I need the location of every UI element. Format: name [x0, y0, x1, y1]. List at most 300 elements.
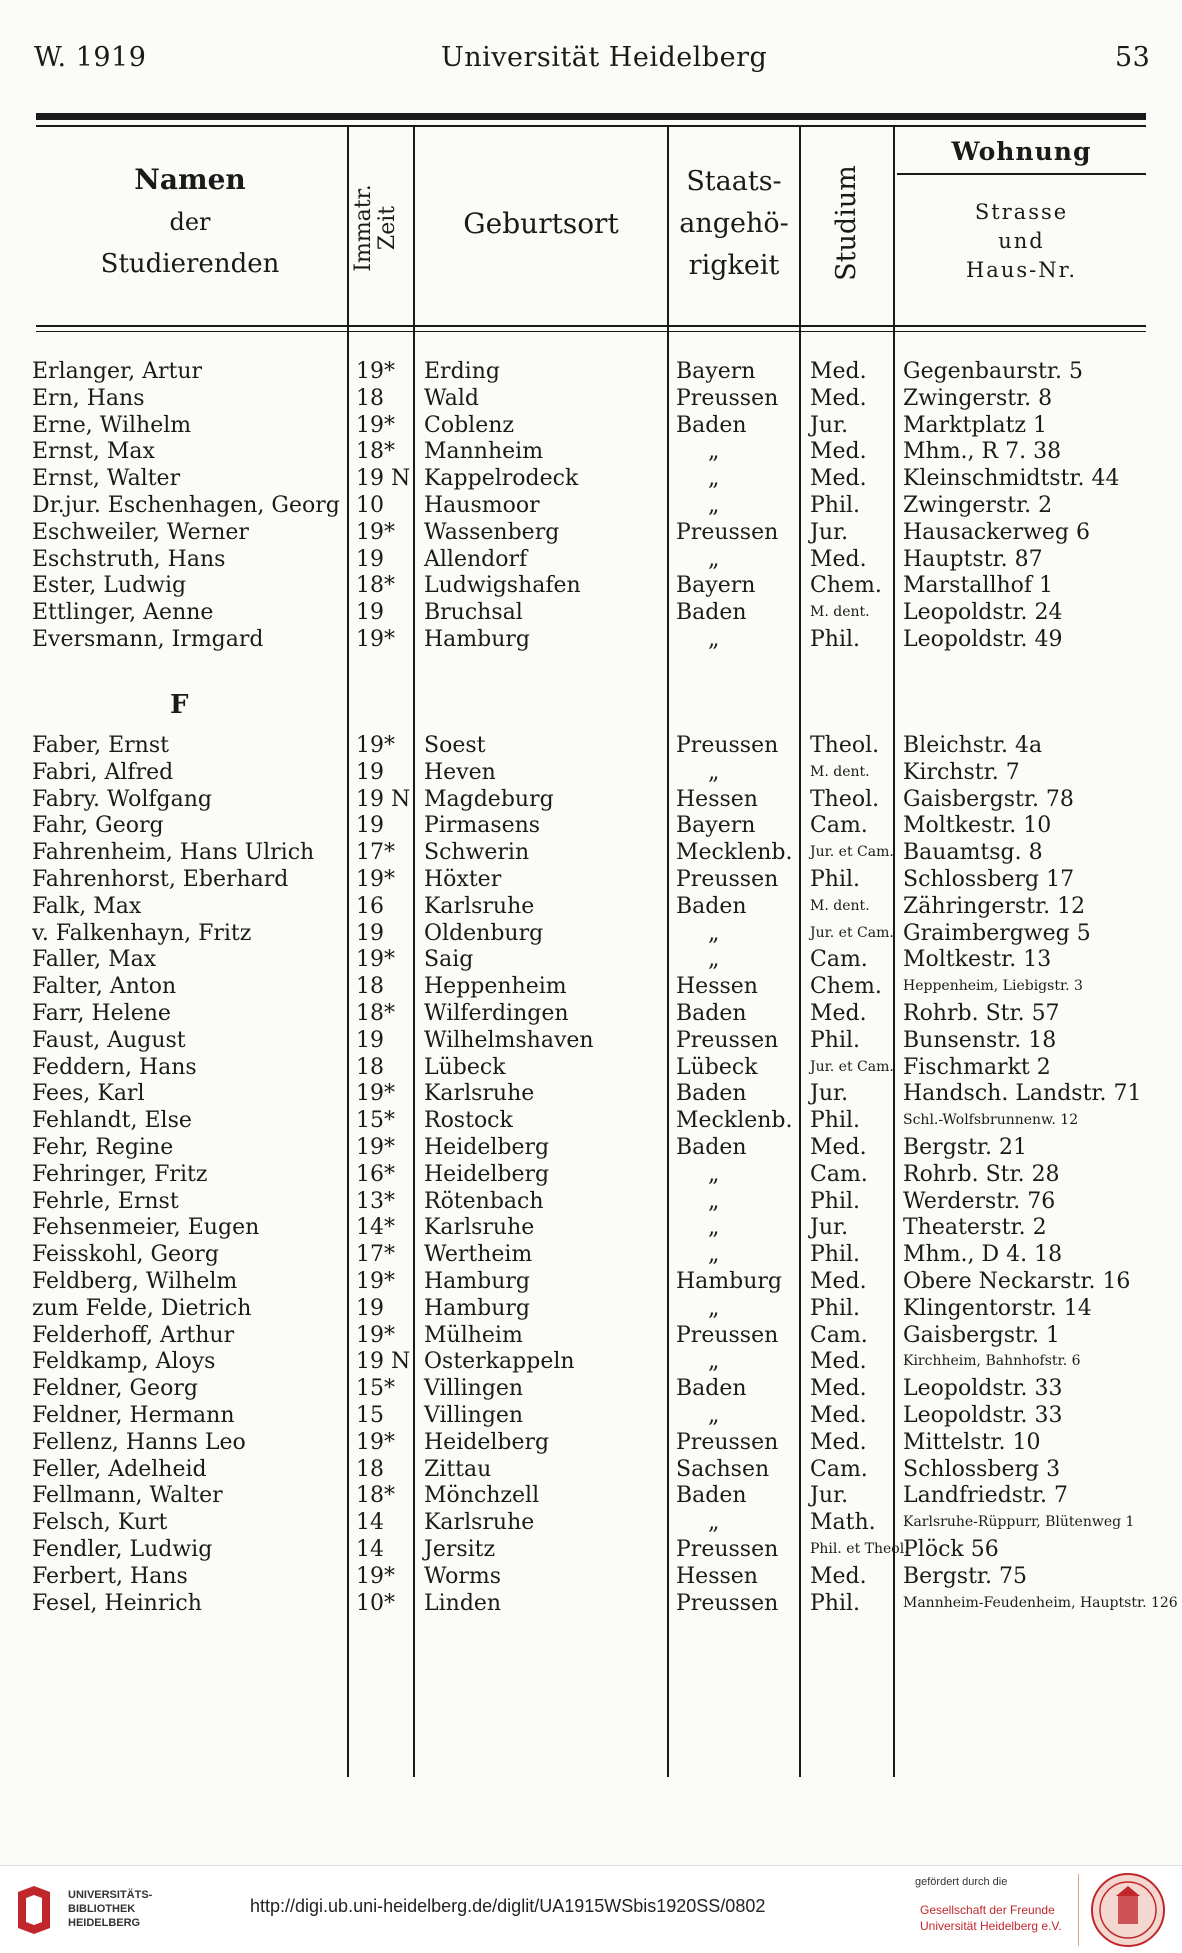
cell-zeit: 10*: [356, 1590, 395, 1616]
cell-stud: Cam.: [810, 1161, 868, 1187]
cell-wohn: Mhm., R 7. 38: [903, 439, 1062, 465]
cell-name: Ernst, Walter: [32, 466, 181, 492]
table-row: [0, 866, 1182, 893]
cell-stud: M. dent.: [810, 897, 870, 914]
cell-wohn: Bunsenstr. 18: [903, 1027, 1057, 1053]
cell-zeit: 19*: [356, 412, 395, 438]
staats-header-line-2: angehö-: [679, 208, 789, 239]
top-rule-thin: [36, 125, 1146, 127]
cell-wohn: Zwingerstr. 8: [903, 385, 1053, 411]
cell-ort: Heidelberg: [424, 1161, 550, 1187]
table-row: [0, 1456, 1182, 1483]
cell-stud: Math.: [810, 1510, 876, 1536]
cell-name: Fesel, Heinrich: [32, 1590, 202, 1616]
university-seal-icon: [1090, 1872, 1166, 1948]
cell-wohn: Moltkestr. 13: [903, 947, 1052, 973]
cell-ort: Hamburg: [424, 627, 531, 652]
cell-stud: Theol.: [810, 786, 880, 812]
cell-wohn: Hauptstr. 87: [903, 546, 1043, 572]
cell-name: Fahrenheim, Hans Ulrich: [32, 840, 315, 866]
cell-zeit: 18*: [356, 439, 395, 465]
cell-zeit: 18: [356, 974, 384, 1000]
cell-name: Fellenz, Hanns Leo: [32, 1429, 246, 1455]
table-row: [0, 1482, 1182, 1509]
cell-name: Fees, Karl: [32, 1081, 145, 1107]
cell-zeit: 19*: [356, 627, 395, 652]
table-row: [0, 1563, 1182, 1590]
sponsor-name-line-1: Gesellschaft der Freunde: [920, 1903, 1055, 1917]
cell-stud: Cam.: [810, 813, 868, 839]
table-row: [0, 732, 1182, 759]
cell-zeit: 19 N: [356, 1349, 411, 1375]
cell-stud: Phil.: [810, 627, 861, 652]
cell-ort: Schwerin: [424, 840, 530, 866]
cell-stud: Med.: [810, 1563, 867, 1589]
section-f-heading: F: [170, 690, 189, 720]
cell-stud: Med.: [810, 1001, 867, 1026]
cell-staat: Baden: [676, 1483, 747, 1509]
table-row: [0, 1241, 1182, 1268]
cell-name: Fehrle, Ernst: [32, 1188, 179, 1214]
cell-stud: Jur.: [810, 412, 849, 438]
cell-name: Feller, Adelheid: [32, 1456, 207, 1482]
cell-name: Ern, Hans: [32, 385, 145, 411]
cell-staat: „: [708, 1242, 720, 1268]
cell-zeit: 18*: [356, 1483, 395, 1509]
cell-zeit: 18: [356, 1456, 384, 1482]
geburtsort-header: Geburtsort: [463, 207, 619, 240]
cell-wohn: Graimbergweg 5: [903, 920, 1091, 946]
cell-staat: Baden: [676, 1081, 747, 1107]
cell-name: Ester, Ludwig: [32, 573, 187, 599]
cell-ort: Ludwigshafen: [424, 573, 581, 599]
cell-name: Erne, Wilhelm: [32, 412, 192, 438]
cell-ort: Hausmoor: [424, 493, 540, 518]
cell-ort: Wilhelmshaven: [424, 1027, 594, 1053]
cell-stud: Jur.: [810, 1215, 849, 1241]
cell-stud: Med.: [810, 385, 867, 411]
cell-name: Dr.jur. Eschenhagen, Georg: [32, 493, 340, 518]
top-rule: [36, 113, 1146, 120]
cell-staat: Preussen: [676, 1429, 779, 1455]
table-row: [0, 946, 1182, 973]
table-row: [0, 1322, 1182, 1349]
immatr-zeit-header: [352, 168, 402, 288]
cell-stud: Med.: [810, 359, 867, 384]
cell-ort: Osterkappeln: [424, 1349, 575, 1375]
cell-stud: Med.: [810, 1269, 867, 1294]
cell-staat: Baden: [676, 600, 747, 626]
table-row: [0, 1590, 1182, 1617]
cell-staat: Preussen: [676, 1537, 779, 1562]
cell-ort: Karlsruhe: [424, 893, 535, 919]
cell-stud: Phil.: [810, 1108, 861, 1134]
cell-staat: Baden: [676, 1376, 747, 1402]
table-row: [0, 438, 1182, 465]
cell-zeit: 14: [356, 1510, 384, 1536]
cell-wohn: Bergstr. 75: [903, 1563, 1027, 1589]
strasse-header-line-3: Haus-Nr.: [965, 258, 1077, 282]
cell-staat: Bayern: [676, 359, 756, 384]
cell-staat: Preussen: [676, 385, 779, 411]
cell-wohn: Marstallhof 1: [903, 573, 1054, 599]
cell-stud: Jur.: [810, 1081, 849, 1107]
cell-zeit: 19: [356, 600, 384, 626]
namen-header-line-1: Namen: [134, 163, 246, 196]
cell-staat: „: [708, 1161, 720, 1187]
cell-wohn: Theaterstr. 2: [903, 1215, 1047, 1241]
cell-zeit: 10: [356, 493, 384, 518]
cell-ort: Wertheim: [424, 1242, 533, 1268]
header-bottom-rule: [36, 325, 1146, 327]
table-row: [0, 1134, 1182, 1161]
semester-label: W. 1919: [34, 42, 147, 73]
cell-zeit: 19*: [356, 1269, 395, 1294]
cell-ort: Heppenheim: [424, 974, 567, 1000]
table-row: [0, 973, 1182, 1000]
cell-staat: Sachsen: [676, 1456, 770, 1482]
table-row: [0, 839, 1182, 866]
cell-zeit: 18: [356, 385, 384, 411]
cell-ort: Heven: [424, 759, 496, 785]
cell-name: Feldkamp, Aloys: [32, 1349, 216, 1375]
cell-stud: Phil.: [810, 1027, 861, 1053]
cell-ort: Soest: [424, 733, 486, 758]
cell-wohn: Leopoldstr. 33: [903, 1376, 1063, 1402]
table-row: [0, 1348, 1182, 1375]
cell-staat: Preussen: [676, 867, 779, 892]
cell-ort: Karlsruhe: [424, 1215, 535, 1241]
strasse-header: [897, 198, 1146, 285]
cell-staat: Preussen: [676, 519, 779, 545]
cell-ort: Heidelberg: [424, 1135, 550, 1160]
cell-zeit: 15*: [356, 1376, 395, 1402]
cell-zeit: 19*: [356, 519, 395, 545]
cell-ort: Mönchzell: [424, 1483, 540, 1509]
cell-wohn: Mittelstr. 10: [903, 1429, 1041, 1455]
footer-divider: [1078, 1874, 1079, 1946]
cell-wohn: Kirchstr. 7: [903, 759, 1020, 785]
cell-stud: Theol.: [810, 733, 880, 758]
library-name-line-3: HEIDELBERG: [68, 1917, 141, 1929]
cell-ort: Oldenburg: [424, 920, 544, 946]
cell-zeit: 19: [356, 759, 384, 785]
cell-zeit: 19*: [356, 1135, 395, 1160]
cell-stud: Jur.: [810, 519, 849, 545]
cell-wohn: Marktplatz 1: [903, 412, 1047, 438]
cell-ort: Allendorf: [424, 546, 528, 572]
cell-wohn: Rohrb. Str. 28: [903, 1161, 1060, 1187]
cell-stud: M. dent.: [810, 604, 870, 621]
cell-wohn: Leopoldstr. 33: [903, 1403, 1063, 1428]
cell-name: Eschstruth, Hans: [32, 546, 226, 572]
cell-name: Fehringer, Fritz: [32, 1161, 208, 1187]
wohnung-rule: [897, 173, 1146, 175]
table-row: [0, 1429, 1182, 1456]
table-row: [0, 626, 1182, 653]
cell-zeit: 19: [356, 546, 384, 572]
cell-wohn: Obere Neckarstr. 16: [903, 1269, 1131, 1294]
cell-zeit: 19: [356, 1027, 384, 1053]
cell-staat: Bayern: [676, 813, 756, 839]
cell-zeit: 18*: [356, 573, 395, 599]
cell-wohn: Karlsruhe-Rüppurr, Blütenweg 1: [903, 1514, 1135, 1531]
cell-stud: Phil.: [810, 867, 861, 892]
table-row: [0, 1027, 1182, 1054]
cell-name: Feldner, Georg: [32, 1376, 198, 1402]
cell-wohn: Moltkestr. 10: [903, 813, 1052, 839]
cell-staat: Preussen: [676, 1322, 779, 1348]
cell-ort: Hamburg: [424, 1269, 531, 1294]
cell-wohn: Leopoldstr. 24: [903, 600, 1063, 626]
cell-stud: M. dent.: [810, 763, 870, 780]
cell-ort: Zittau: [424, 1456, 492, 1482]
cell-zeit: 17*: [356, 840, 395, 866]
cell-staat: „: [708, 1188, 720, 1214]
cell-ort: Bruchsal: [424, 600, 523, 626]
cell-stud: Med.: [810, 546, 867, 572]
cell-zeit: 18: [356, 1054, 384, 1080]
cell-ort: Villingen: [424, 1403, 524, 1428]
cell-stud: Jur. et Cam.: [810, 924, 894, 941]
cell-staat: „: [708, 439, 720, 465]
cell-ort: Worms: [424, 1563, 502, 1589]
cell-wohn: Kleinschmidtstr. 44: [903, 466, 1120, 492]
page-footer: [0, 1865, 1182, 1953]
cell-zeit: 19*: [356, 359, 395, 384]
strasse-header-line-2: und: [998, 229, 1045, 253]
source-url[interactable]: http://digi.ub.uni-heidelberg.de/diglit/UA1915WSbis1920SS/0802: [250, 1896, 766, 1916]
cell-name: Erlanger, Artur: [32, 359, 203, 384]
strasse-header-line-1: Strasse: [974, 200, 1069, 224]
cell-staat: „: [708, 1295, 720, 1321]
cell-ort: Coblenz: [424, 412, 514, 438]
cell-stud: Med.: [810, 1349, 867, 1375]
cell-name: Fehsenmeier, Eugen: [32, 1215, 260, 1241]
cell-zeit: 15: [356, 1403, 384, 1428]
cell-ort: Pirmasens: [424, 813, 541, 839]
cell-ort: Karlsruhe: [424, 1510, 535, 1536]
table-row: [0, 1268, 1182, 1295]
immatr-header-line-1: Immatr.: [351, 184, 376, 272]
cell-staat: Lübeck: [676, 1054, 758, 1080]
table-row: [0, 1161, 1182, 1188]
cell-stud: Med.: [810, 1429, 867, 1455]
cell-name: Feisskohl, Georg: [32, 1242, 219, 1268]
cell-ort: Villingen: [424, 1376, 524, 1402]
cell-stud: Cam.: [810, 1322, 868, 1348]
cell-wohn: Klingentorstr. 14: [903, 1295, 1092, 1321]
cell-staat: Hessen: [676, 786, 758, 812]
cell-wohn: Mannheim-Feudenheim, Hauptstr. 126: [903, 1594, 1178, 1611]
cell-wohn: Schl.-Wolfsbrunnenw. 12: [903, 1112, 1079, 1129]
cell-wohn: Gaisbergstr. 1: [903, 1322, 1060, 1348]
cell-name: Fellmann, Walter: [32, 1483, 223, 1509]
cell-staat: Hessen: [676, 1563, 758, 1589]
cell-stud: Phil.: [810, 493, 861, 518]
cell-ort: Magdeburg: [424, 786, 554, 812]
cell-name: Feldberg, Wilhelm: [32, 1269, 238, 1294]
cell-name: Falk, Max: [32, 893, 142, 919]
cell-zeit: 19: [356, 813, 384, 839]
cell-name: Farr, Helene: [32, 1001, 171, 1026]
cell-wohn: Werderstr. 76: [903, 1188, 1056, 1214]
table-row: [0, 1509, 1182, 1536]
table-row: [0, 1536, 1182, 1563]
cell-name: Ettlinger, Aenne: [32, 600, 214, 626]
sponsor-name: [920, 1902, 1062, 1934]
cell-staat: Mecklenb.: [676, 840, 793, 866]
cell-ort: Linden: [424, 1590, 502, 1616]
table-row: [0, 412, 1182, 439]
cell-wohn: Bergstr. 21: [903, 1135, 1027, 1160]
running-title: Universität Heidelberg: [441, 42, 768, 73]
cell-wohn: Plöck 56: [903, 1537, 999, 1562]
cell-wohn: Schlossberg 17: [903, 867, 1075, 892]
cell-zeit: 14*: [356, 1215, 395, 1241]
studium-header: Studium: [831, 165, 862, 281]
cell-ort: Erding: [424, 359, 500, 384]
cell-staat: Mecklenb.: [676, 1108, 793, 1134]
cell-staat: „: [708, 759, 720, 785]
cell-staat: „: [708, 493, 720, 518]
cell-wohn: Hausackerweg 6: [903, 519, 1090, 545]
cell-name: zum Felde, Dietrich: [32, 1295, 252, 1321]
table-row: [0, 1080, 1182, 1107]
cell-stud: Jur. et Cam.: [810, 1058, 894, 1075]
table-row: [0, 1107, 1182, 1134]
cell-staat: „: [708, 920, 720, 946]
sponsor-name-line-2: Universität Heidelberg e.V.: [920, 1919, 1062, 1933]
cell-wohn: Heppenheim, Liebigstr. 3: [903, 978, 1083, 995]
cell-zeit: 19: [356, 920, 384, 946]
cell-name: Eversmann, Irmgard: [32, 627, 264, 652]
cell-name: Fabri, Alfred: [32, 759, 174, 785]
table-row: [0, 1402, 1182, 1429]
cell-stud: Cam.: [810, 947, 868, 973]
cell-stud: Phil. et Theol.: [810, 1541, 909, 1557]
table-row: [0, 1054, 1182, 1081]
cell-stud: Chem.: [810, 974, 882, 1000]
cell-zeit: 14: [356, 1537, 384, 1562]
namen-header-line-3: Studierenden: [100, 249, 280, 279]
cell-ort: Wilferdingen: [424, 1001, 569, 1026]
cell-name: Felderhoff, Arthur: [32, 1322, 235, 1348]
cell-stud: Jur.: [810, 1483, 849, 1509]
cell-zeit: 13*: [356, 1188, 395, 1214]
cell-wohn: Landfriedstr. 7: [903, 1483, 1068, 1509]
cell-ort: Kappelrodeck: [424, 466, 579, 492]
cell-wohn: Fischmarkt 2: [903, 1054, 1051, 1080]
cell-stud: Phil.: [810, 1242, 861, 1268]
staats-header-line-3: rigkeit: [688, 250, 780, 281]
cell-staat: „: [708, 546, 720, 572]
table-row: [0, 519, 1182, 546]
cell-stud: Chem.: [810, 573, 882, 599]
cell-zeit: 17*: [356, 1242, 395, 1268]
table-row: [0, 1214, 1182, 1241]
cell-name: Ferbert, Hans: [32, 1563, 188, 1589]
cell-ort: Hamburg: [424, 1295, 531, 1321]
cell-zeit: 19*: [356, 1563, 395, 1589]
table-row: [0, 759, 1182, 786]
cell-ort: Lübeck: [424, 1054, 506, 1080]
cell-stud: Phil.: [810, 1590, 861, 1616]
cell-staat: „: [708, 1349, 720, 1375]
cell-wohn: Handsch. Landstr. 71: [903, 1081, 1142, 1107]
cell-wohn: Kirchheim, Bahnhofstr. 6: [903, 1353, 1081, 1370]
cell-staat: „: [708, 947, 720, 973]
cell-wohn: Zähringerstr. 12: [903, 893, 1086, 919]
cell-ort: Rostock: [424, 1108, 513, 1134]
namen-header-line-2: der: [169, 208, 211, 236]
cell-ort: Höxter: [424, 867, 502, 892]
cell-staat: Preussen: [676, 1027, 779, 1053]
cell-name: Fendler, Ludwig: [32, 1537, 213, 1562]
table-row: [0, 385, 1182, 412]
library-name-line-1: UNIVERSITÄTS-: [68, 1889, 153, 1901]
library-name: [68, 1888, 152, 1930]
table-row: [0, 1000, 1182, 1027]
cell-staat: Baden: [676, 1135, 747, 1160]
cell-ort: Heidelberg: [424, 1429, 550, 1455]
cell-name: v. Falkenhayn, Fritz: [32, 920, 252, 946]
cell-zeit: 16: [356, 893, 384, 919]
cell-stud: Jur. et Cam.: [810, 844, 894, 861]
cell-stud: Med.: [810, 1376, 867, 1402]
cell-wohn: Gegenbaurstr. 5: [903, 359, 1083, 384]
cell-name: Faber, Ernst: [32, 733, 169, 758]
cell-zeit: 15*: [356, 1108, 395, 1134]
immatr-header-line-2: Zeit: [375, 205, 400, 251]
staats-header: [669, 161, 799, 287]
cell-name: Feddern, Hans: [32, 1054, 197, 1080]
cell-zeit: 19*: [356, 733, 395, 758]
cell-ort: Mannheim: [424, 439, 544, 465]
cell-wohn: Rohrb. Str. 57: [903, 1001, 1060, 1026]
wohnung-header: Wohnung: [951, 137, 1092, 166]
cell-wohn: Bauamtsg. 8: [903, 840, 1043, 866]
header-bottom-rule-thin: [36, 331, 1146, 332]
cell-name: Fabry. Wolfgang: [32, 786, 212, 812]
library-name-line-2: BIBLIOTHEK: [68, 1903, 136, 1915]
table-row: [0, 1375, 1182, 1402]
cell-staat: „: [708, 1510, 720, 1536]
cell-wohn: Gaisbergstr. 78: [903, 786, 1074, 812]
table-row: [0, 546, 1182, 573]
table-row: [0, 1295, 1182, 1322]
table-row: [0, 786, 1182, 813]
cell-ort: Wald: [424, 385, 479, 411]
cell-ort: Wassenberg: [424, 519, 560, 545]
table-row: [0, 358, 1182, 385]
table-row: [0, 599, 1182, 626]
cell-staat: „: [708, 1403, 720, 1428]
cell-staat: Hessen: [676, 974, 758, 1000]
staats-header-line-1: Staats-: [686, 166, 782, 197]
cell-zeit: 16*: [356, 1161, 395, 1187]
table-row: [0, 893, 1182, 920]
cell-zeit: 19*: [356, 1081, 395, 1107]
cell-name: Felsch, Kurt: [32, 1510, 168, 1536]
cell-stud: Cam.: [810, 1456, 868, 1482]
page-number: 53: [1115, 42, 1151, 73]
cell-ort: Mülheim: [424, 1322, 523, 1348]
cell-staat: Preussen: [676, 733, 779, 758]
cell-ort: Rötenbach: [424, 1188, 544, 1214]
cell-stud: Med.: [810, 1403, 867, 1428]
cell-zeit: 19*: [356, 1322, 395, 1348]
